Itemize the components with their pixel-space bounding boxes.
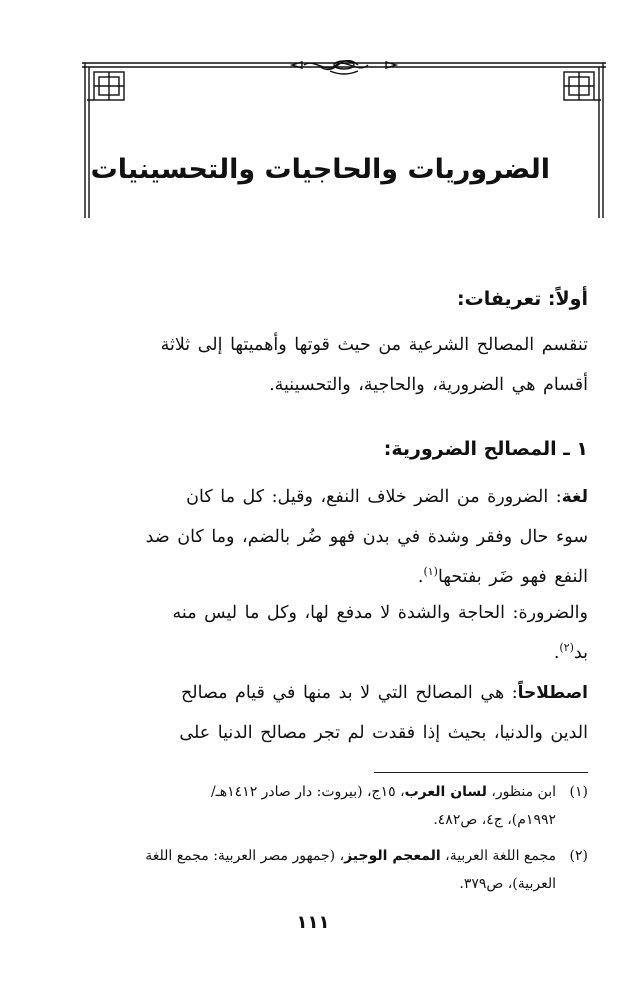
paragraph-line (36, 673, 588, 713)
footnote-line: ١٩٩٢م)، ج٤، ص٤٨٢. (433, 812, 556, 828)
darura-paragraph (36, 593, 588, 673)
istilah-label: اصطلاحاً (517, 683, 588, 703)
paragraph-text: النفع فهو ضَر بفتحها (437, 567, 588, 587)
ornamental-frame-icon (82, 60, 606, 220)
paragraph-text: : هي المصالح التي لا بد منها في قيام مصالح (180, 683, 518, 703)
footnote-number: (٢) (569, 848, 588, 864)
istilah-paragraph (36, 673, 588, 753)
paragraph-line (36, 633, 588, 673)
period: . (417, 567, 424, 587)
footnote-text: ابن منظور، (486, 784, 556, 800)
intro-paragraph (36, 325, 588, 405)
book-title: لسان العرب (404, 784, 487, 800)
footnote-text: ، ١٥ج، (بيروت: دار صادر ١٤١٢هـ/ (210, 784, 405, 800)
period: . (553, 643, 560, 663)
footnote-line (36, 842, 588, 870)
book-title: المعجم الوجيز (344, 848, 441, 864)
paragraph-line: والضرورة: الحاجة والشدة لا مدفع لها، وكل ما ليس منه (172, 603, 588, 623)
footnote-line: العربية)، ص٣٧٩. (459, 876, 556, 892)
title-frame (82, 60, 606, 220)
footnote-number: (١) (569, 784, 588, 800)
paragraph-line: الدين والدنيا، بحيث إذا فقدت لم تجر مصالح الدنيا على (179, 723, 588, 743)
paragraph-line: تنقسم المصالح الشرعية من حيث قوتها وأهميتها إلى ثلاثة (160, 335, 588, 355)
paragraph-line (36, 557, 588, 597)
paragraph-line: سوء حال وفقر وشدة في بدن فهو ضُر بالضم، وما كان ضد (145, 527, 588, 547)
section-heading: أولاً: تعريفات: (457, 288, 588, 310)
paragraph-text: : الضرورة من الضر خلاف النفع، وقيل: كل ما كان (186, 487, 562, 507)
footnote-ref[interactable]: (٢) (559, 641, 574, 655)
paragraph-text: بد (573, 643, 588, 663)
lugha-label: لغة (561, 487, 588, 507)
footnote-line (36, 778, 588, 806)
lugha-paragraph (36, 477, 588, 597)
footnote-text: ، (جمهور مصر العربية: مجمع اللغة (145, 848, 345, 864)
paragraph-line (36, 477, 588, 517)
subsection-heading: ١ ـ المصالح الضرورية: (383, 438, 588, 460)
page-number: ١١١ (296, 912, 330, 933)
footnote-ref[interactable]: (١) (423, 565, 438, 579)
paragraph-line: أقسام هي الضرورية، والحاجية، والتحسينية. (269, 375, 588, 395)
footnote-text: مجمع اللغة العربية، (440, 848, 556, 864)
footnote-1 (36, 778, 588, 834)
footnote-2 (36, 842, 588, 898)
footnote-divider (374, 772, 588, 773)
chapter-title: الضروريات والحاجيات والتحسينيات (90, 154, 550, 185)
